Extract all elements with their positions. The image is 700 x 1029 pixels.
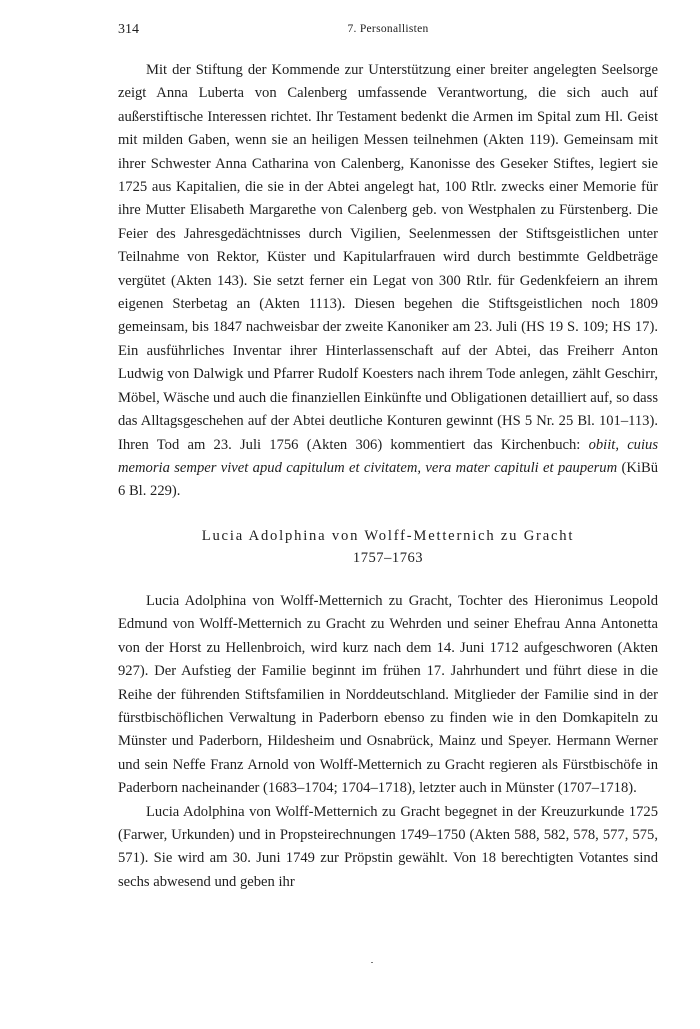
section-years: 1757–1763 bbox=[352, 550, 424, 566]
latin-quotation: obiit, cuius memoria semper vivet apud capitulum et civitatem, vera mater capituli et pauperum bbox=[118, 436, 658, 476]
page-number: 314 bbox=[118, 22, 139, 37]
paragraph-calenberg bbox=[118, 59, 658, 504]
paragraph-family: Lucia Adolphina von Wolff-Metternich zu Gracht, Tochter des Hieronimus Leopold Edmund von Wolff-Metternich zu Gracht zu Wehrden und seiner Ehefrau Anna Antonetta von der Horst zu Hellenbroich, wird kurz nach dem 14. Juni 1712 aufgeschworen (Akten 927). Der Aufstieg der Familie beginnt im frühen 17. Jahrhundert und führt diese in die Reihe der führenden Stiftsfamilien in Norddeutschland. Mitglieder der Familie sind in der fürstbischöflichen Verwaltung in Paderborn ebenso zu finden wie in den Domkapiteln zu Münster und Paderborn, Hildesheim und Osnabrück, Mainz und Speyer. Hermann Werner und sein Neffe Franz Arnold von Wolff-Metternich zu Gracht regieren als Fürstbischöfe in Paderborn nacheinander (1683–1704; 1704–1718), letzter auch in Münster (1707–1718). bbox=[118, 593, 658, 797]
running-head: 7. Personallisten bbox=[347, 23, 429, 35]
body-text-lower bbox=[118, 590, 658, 894]
section-title: Lucia Adolphina von Wolff-Metternich zu Gracht bbox=[201, 528, 575, 544]
scan-mark bbox=[371, 962, 373, 963]
body-text-upper bbox=[118, 59, 658, 504]
section-heading bbox=[118, 525, 658, 569]
paragraph-citation: (KiBü 6 Bl. 229). bbox=[118, 459, 658, 500]
paragraph-provost: Lucia Adolphina von Wolff-Metternich zu Gracht begegnet in der Kreuzurkunde 1725 (Farwer, Urkunden) und in Propsteirechnungen 1749–1750 (Akten 588, 582, 578, 577, 575, 571). Sie wird am 30. Juni 1749 zur Pröpstin gewählt. Von 18 berechtigten Votantes sind sechs abwesend und geben ihr bbox=[118, 803, 658, 890]
paragraph-text: Mit der Stiftung der Kommende zur Unterstützung einer breiter angelegten Seelsorge zeigt Anna Luberta von Calenberg umfassende Verantwortung, die sich auch auf außerstiftische Interessen richtet. Ihr Testament bedenkt die Armen im Spital zum Hl. Geist mit milden Gaben, wenn sie an heiligen Messen teilnehmen (Akten 119). Gemeinsam mit ihrer Schwester Anna Catharina von Calenberg, Kanonisse des Geseker Stiftes, legiert sie 1725 aus Kapitalien, die sie in der Abtei angelegt hat, 100 Rtlr. zwecks einer Memorie für ihre Mutter Elisabeth Margarethe von Calenberg geb. von Westphalen zu Fürstenberg. Die Feier des Jahresgedächtnisses durch Vigilien, Seelenmessen der Stiftsgeistlichen unter Teilnahme von Rektor, Küster und Kapitularfrauen wird durch bestimmte Geldbeträge vergütet (Akten 143). Sie setzt ferner ein Legat von 300 Rtlr. für Gedenkfeiern an ihrem eigenen Sterbetag an (Akten 1113). Diesen begehen die Stiftsgeistlichen noch 1809 gemeinsam, bis 1847 nachweisbar der zweite Kanoniker am 23. Juli (HS 19 S. 109; HS 17). Ein ausführliches Inventar ihrer Hinterlassenschaft auf der Abtei, das Freiherr Anton Ludwig von Dalwigk und Pfarrer Rudolf Koesters nach ihrem Tode anlegen, zählt Geschirr, Möbel, Wäsche und auch die finanziellen Einkünfte und Obligationen detailliert auf, so dass das Alltagsgeschehen auf der Abtei deutliche Konturen gewinnt (HS 5 Nr. 25 Bl. 101–113). Ihren Tod am 23. Juli 1756 (Akten 306) kommentiert das Kirchenbuch: bbox=[118, 62, 658, 453]
page-header bbox=[118, 22, 658, 42]
